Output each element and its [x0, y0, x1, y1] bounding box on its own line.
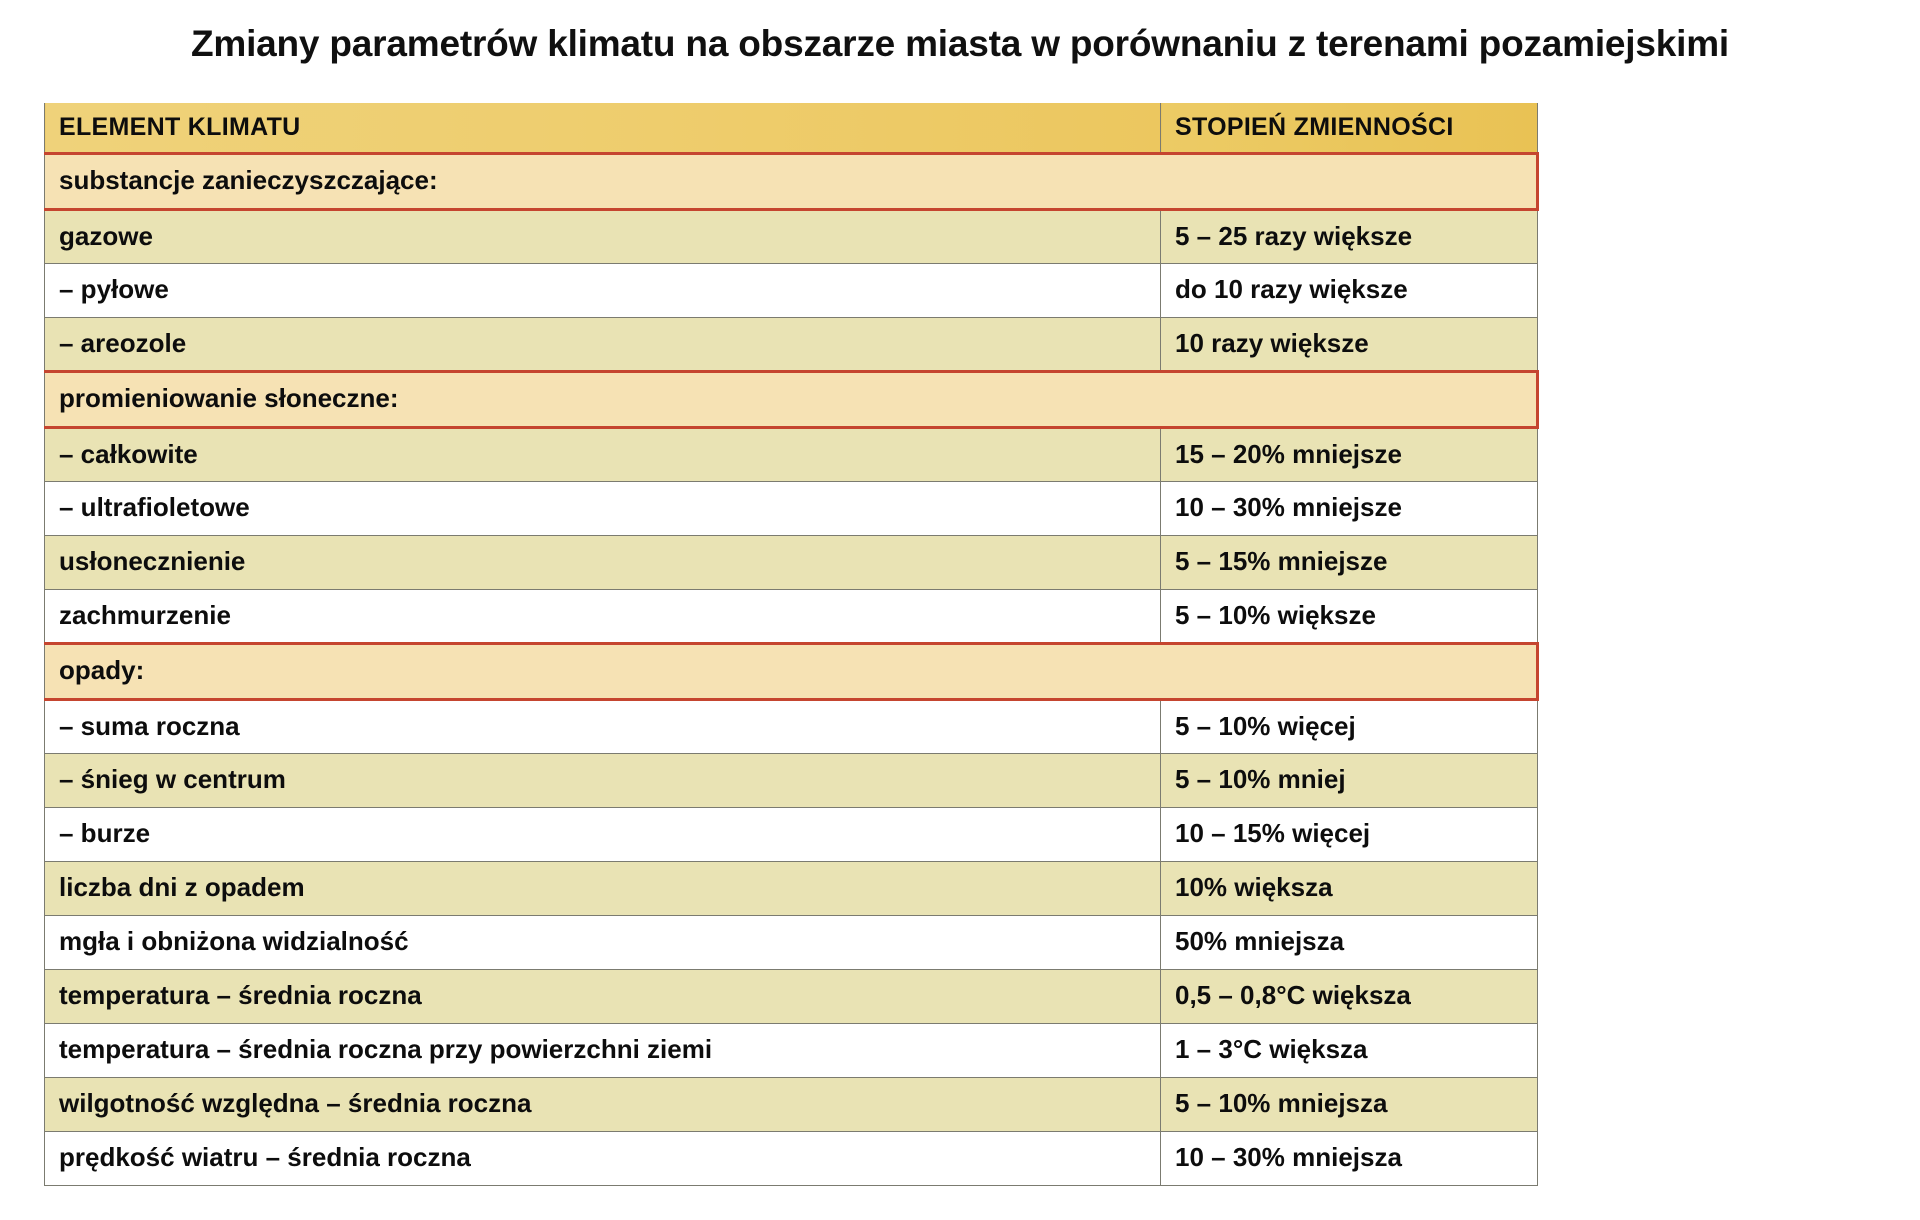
value-cell: 15 – 20% mniejsze [1161, 427, 1538, 481]
table-row [45, 589, 1538, 643]
table-row [45, 969, 1538, 1023]
value-cell: 5 – 15% mniejsze [1161, 535, 1538, 589]
table-header-row [45, 103, 1538, 153]
climate-comparison-table [44, 103, 1539, 1186]
table-section-row [45, 371, 1538, 427]
element-cell: usłonecznienie [45, 535, 1161, 589]
table-section-row [45, 153, 1538, 209]
column-header-stopien-zmiennosci: STOPIEŃ ZMIENNOŚCI [1161, 103, 1538, 153]
value-cell: 10 – 30% mniejsze [1161, 481, 1538, 535]
table-row [45, 1131, 1538, 1185]
page-title: Zmiany parametrów klimatu na obszarze miasta w porównaniu z terenami pozamiejskimi [190, 23, 1730, 64]
value-cell: 10 – 15% więcej [1161, 807, 1538, 861]
table-row [45, 753, 1538, 807]
table-row [45, 209, 1538, 263]
value-cell: 5 – 10% większe [1161, 589, 1538, 643]
element-cell: – pyłowe [45, 263, 1161, 317]
table-body [45, 153, 1538, 1185]
value-cell: 5 – 10% mniejsza [1161, 1077, 1538, 1131]
element-cell: prędkość wiatru – średnia roczna [45, 1131, 1161, 1185]
element-cell: zachmurzenie [45, 589, 1161, 643]
value-cell: 5 – 10% więcej [1161, 699, 1538, 753]
element-cell: mgła i obniżona widzialność [45, 915, 1161, 969]
table-row [45, 317, 1538, 371]
table-row [45, 1023, 1538, 1077]
table-row [45, 807, 1538, 861]
table-section-row [45, 643, 1538, 699]
element-cell: wilgotność względna – średnia roczna [45, 1077, 1161, 1131]
element-cell: – śnieg w centrum [45, 753, 1161, 807]
value-cell: do 10 razy większe [1161, 263, 1538, 317]
table-header [45, 103, 1538, 153]
element-cell: – całkowite [45, 427, 1161, 481]
element-cell: gazowe [45, 209, 1161, 263]
element-cell: – ultrafioletowe [45, 481, 1161, 535]
value-cell: 5 – 10% mniej [1161, 753, 1538, 807]
table-row [45, 481, 1538, 535]
section-label: promieniowanie słoneczne: [45, 371, 1538, 427]
element-cell: – areozole [45, 317, 1161, 371]
value-cell: 5 – 25 razy większe [1161, 209, 1538, 263]
climate-table-container [44, 103, 1537, 1186]
table-row [45, 861, 1538, 915]
table-row [45, 1077, 1538, 1131]
element-cell: temperatura – średnia roczna [45, 969, 1161, 1023]
column-header-element-klimatu: ELEMENT KLIMATU [45, 103, 1161, 153]
value-cell: 10 – 30% mniejsza [1161, 1131, 1538, 1185]
table-row [45, 263, 1538, 317]
element-cell: liczba dni z opadem [45, 861, 1161, 915]
value-cell: 10% większa [1161, 861, 1538, 915]
element-cell: – suma roczna [45, 699, 1161, 753]
table-row [45, 915, 1538, 969]
section-label: substancje zanieczyszczające: [45, 153, 1538, 209]
element-cell: – burze [45, 807, 1161, 861]
value-cell: 1 – 3°C większa [1161, 1023, 1538, 1077]
table-row [45, 427, 1538, 481]
table-row [45, 699, 1538, 753]
section-label: opady: [45, 643, 1538, 699]
value-cell: 50% mniejsza [1161, 915, 1538, 969]
value-cell: 0,5 – 0,8°C większa [1161, 969, 1538, 1023]
value-cell: 10 razy większe [1161, 317, 1538, 371]
table-row [45, 535, 1538, 589]
element-cell: temperatura – średnia roczna przy powierzchni ziemi [45, 1023, 1161, 1077]
